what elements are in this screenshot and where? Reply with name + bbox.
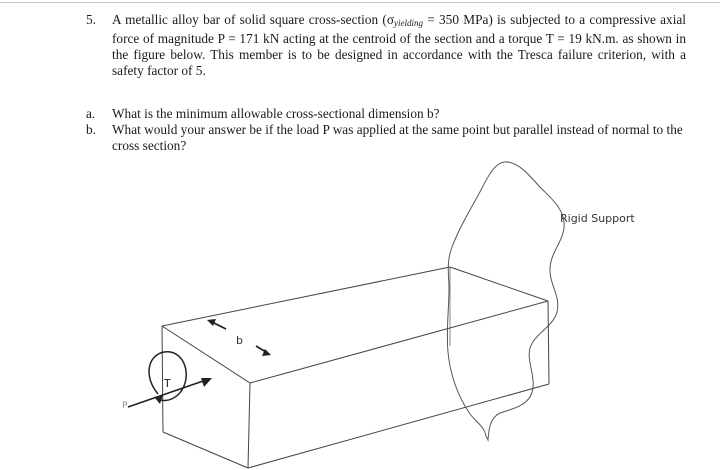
bar-edge-top-front (250, 301, 548, 383)
question-label: a. (86, 106, 96, 121)
problem-text-rest: = 350 MPa) is subjected to a compressive axial force of magnitude P = 171 kN acting at the centroid of the section and a torque T = 19 kN.m. as shown in the figure below. This member is to be designed in accordance with the Tresca failure criterion, with a safety factor of 5. (112, 12, 686, 78)
dimension-label: b (236, 334, 243, 347)
face-left-edge (162, 326, 163, 432)
axial-load-arrowhead (201, 378, 212, 387)
rigid-support-label: Rigid Support (560, 212, 635, 225)
face-right-edge (248, 383, 250, 468)
far-end-vertical (548, 301, 549, 384)
torque-arrowhead (154, 395, 163, 404)
torque-label: T (164, 377, 171, 390)
bar-edge-top-back (162, 267, 450, 326)
bar-edge-bottom-front (248, 384, 549, 468)
far-end-edge (450, 267, 548, 301)
bar-edge-bottom-back (163, 432, 248, 468)
question-text: What would your answer be if the load P was applied at the same point but parallel instead of normal to the cross section? (112, 122, 683, 153)
problem-number: 5. (86, 12, 96, 27)
question-text: What is the minimum allowable cross-sectional dimension b? (112, 106, 440, 121)
sigma-subscript: yielding (394, 18, 424, 28)
problem-text-lead: A metallic alloy bar of solid square cross-section (σ (112, 12, 395, 27)
question-label: b. (86, 122, 96, 137)
load-label: P (122, 401, 128, 411)
